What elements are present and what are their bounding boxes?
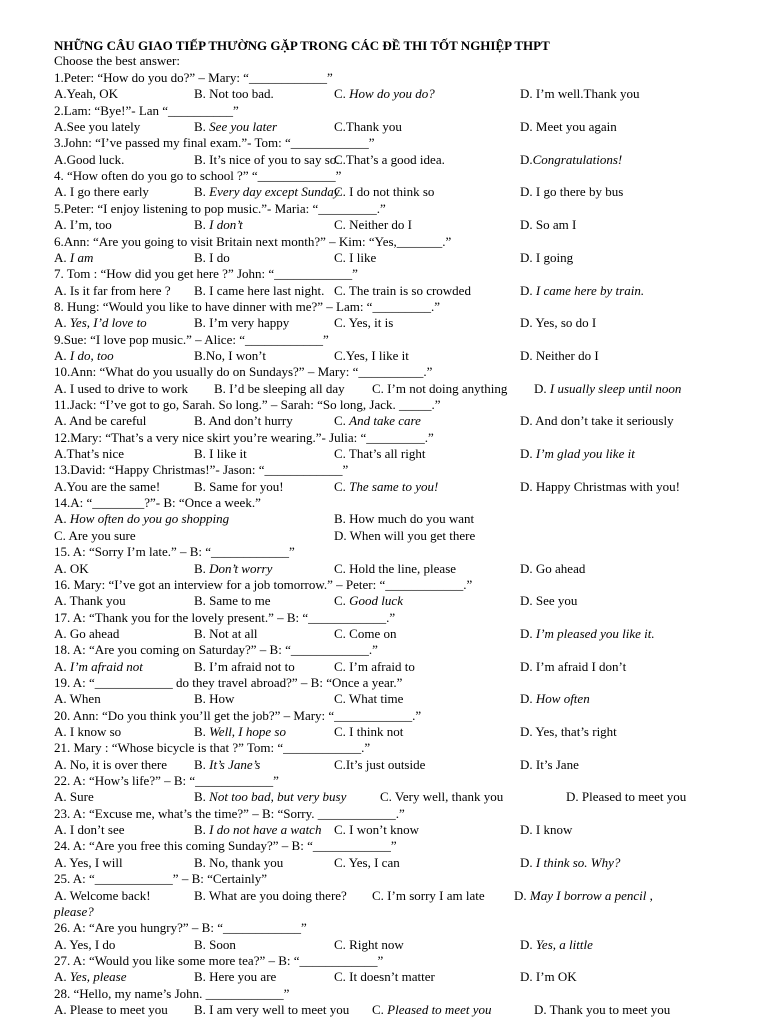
answer-option[interactable]: B. How much do you want (334, 511, 475, 527)
options-row (54, 937, 764, 953)
question-text: 18. A: “Are you coming on Saturday?” – B: “____________.” (54, 642, 378, 658)
answer-option[interactable]: D. Yes, so do I (520, 315, 597, 331)
answer-option[interactable]: A. Thank you (54, 593, 126, 609)
answer-option[interactable]: C. Good luck (334, 593, 403, 609)
answer-option[interactable]: D. Yes, a little (520, 936, 593, 952)
question-text: 8. Hung: “Would you like to have dinner with me?” – Lam: “_________.” (54, 298, 440, 314)
instruction: Choose the best answer: (54, 53, 181, 68)
options-row (54, 446, 764, 462)
answer-option[interactable]: B. Here you are (194, 969, 277, 985)
answer-option[interactable]: D. I usually sleep until noon (534, 380, 682, 396)
answer-option[interactable]: B. I don’t (194, 217, 243, 233)
answer-option[interactable]: B. Same for you! (194, 478, 284, 494)
options-row (54, 659, 764, 675)
answer-option[interactable]: D. And don’t take it seriously (520, 413, 674, 429)
answer-option[interactable]: B. How (194, 691, 235, 707)
answer-option[interactable]: D. I’m glad you like it (520, 446, 635, 462)
answer-option[interactable]: D. Go ahead (520, 560, 586, 576)
options-row (54, 888, 764, 904)
question-text: 5.Peter: “I enjoy listening to pop music.”- Maria: “_________.” (54, 200, 386, 216)
question-text: 12.Mary: “That’s a very nice skirt you’re wearing.”- Julia: “_________.” (54, 429, 434, 445)
question-text: 2.Lam: “Bye!”- Lan “__________” (54, 102, 239, 118)
answer-option[interactable]: C. That’s all right (334, 446, 426, 462)
question-text: 19. A: “____________ do they travel abroad?” – B: “Once a year.” (54, 674, 403, 690)
answer-option[interactable]: D. Meet you again (520, 119, 617, 135)
answer-option[interactable]: B. No, thank you (194, 854, 284, 870)
question-text: 23. A: “Excuse me, what’s the time?” – B: “Sorry. ____________.” (54, 805, 405, 821)
answer-option[interactable]: A. I do, too (54, 347, 114, 363)
answer-option[interactable]: A. Go ahead (54, 625, 120, 641)
answer-option[interactable]: C. I won’t know (334, 822, 419, 838)
question-text: 17. A: “Thank you for the lovely present.” – B: “____________.” (54, 609, 396, 625)
answer-option[interactable]: B. See you later (194, 119, 278, 135)
options-row (54, 152, 764, 168)
options-row (54, 217, 764, 233)
answer-option[interactable]: A. Is it far from here ? (54, 282, 171, 298)
answer-option[interactable]: C. How do you do? (334, 86, 435, 102)
answer-option[interactable]: D. I go there by bus (520, 184, 624, 200)
answer-option[interactable]: C.It’s just outside (334, 756, 426, 772)
answer-option[interactable]: D. Happy Christmas with you! (520, 478, 680, 494)
answer-option[interactable]: B.No, I won’t (194, 347, 266, 363)
options-row (54, 593, 764, 609)
answer-option[interactable]: B. Don’t worry (194, 560, 273, 576)
answer-option[interactable]: A.See you lately (54, 119, 141, 135)
answer-option[interactable]: B. What are you doing there? (194, 887, 347, 903)
answer-option[interactable]: B. I do (194, 249, 230, 265)
options-row (54, 969, 764, 985)
answer-option[interactable]: A. I am (54, 249, 94, 265)
question-text: 3.John: “I’ve passed my final exam.”- Tom: “____________” (54, 135, 375, 151)
answer-option[interactable]: B. Every day except Sunday (194, 184, 340, 200)
answer-option[interactable]: C. Yes, I can (334, 854, 400, 870)
options-row (54, 250, 764, 266)
answer-option[interactable]: D. I’m pleased you like it. (520, 625, 655, 641)
question-text: 4. “How often do you go to school ?” “____________” (54, 168, 342, 184)
question-text: 26. A: “Are you hungry?” – B: “____________” (54, 920, 307, 936)
answer-option[interactable]: C. Are you sure (54, 527, 136, 543)
question-text: 14.A: “________?”- B: “Once a week.” (54, 495, 261, 511)
question-text: 7. Tom : “How did you get here ?” John: “____________” (54, 266, 358, 282)
question-text: 15. A: “Sorry I’m late.” – B: “____________” (54, 544, 295, 560)
answer-option[interactable]: C. And take care (334, 413, 421, 429)
answer-option[interactable]: D. Thank you to meet you (534, 1001, 671, 1017)
answer-option[interactable]: D.Congratulations! (520, 151, 623, 167)
answer-option[interactable]: B. Well, I hope so (194, 724, 286, 739)
answer-option[interactable]: A.That’s nice (54, 446, 125, 462)
question-text: 1.Peter: “How do you do?” – Mary: “____________” (54, 70, 333, 85)
answer-option[interactable]: D. Neither do I (520, 347, 599, 363)
options-row (54, 561, 764, 577)
options-row (54, 691, 764, 707)
question-text: 25. A: “____________” – B: “Certainly” (54, 871, 268, 887)
answer-option[interactable]: D. Pleased to meet you (566, 789, 687, 805)
answer-option[interactable]: B. I do not have a watch (194, 822, 322, 838)
answer-option[interactable]: B. I came here last night. (194, 282, 325, 298)
answer-option[interactable]: C. I think not (334, 724, 404, 739)
question-text: 10.Ann: “What do you usually do on Sundays?” – Mary: “__________.” (54, 364, 433, 380)
options-row (54, 283, 764, 299)
answer-option[interactable]: A.You are the same! (54, 478, 161, 494)
options-row (54, 86, 764, 102)
question-text: 21. Mary : “Whose bicycle is that ?” Tom: “____________.” (54, 740, 371, 756)
answer-option[interactable]: D. I going (520, 249, 574, 265)
answer-continuation: please? (54, 903, 94, 919)
answer-option[interactable]: D. I know (520, 822, 573, 838)
answer-option[interactable]: C. Pleased to meet you (372, 1001, 492, 1017)
answer-option[interactable]: B. Not at all (194, 625, 258, 641)
answer-option[interactable]: A. Please to meet you (54, 1001, 168, 1017)
answer-option[interactable]: C. Neither do I (334, 217, 412, 233)
answer-option[interactable]: C. I’m not doing anything (372, 380, 508, 396)
question-text: 22. A: “How’s life?” – B: “____________” (54, 773, 279, 789)
answer-option[interactable]: D. How often (520, 691, 590, 707)
options-row (54, 315, 764, 331)
answer-option[interactable]: D. When will you get there (334, 527, 476, 543)
question-text: 24. A: “Are you free this coming Sunday?” – B: “____________” (54, 838, 397, 854)
options-row (54, 479, 764, 495)
answer-option[interactable]: A. I know so (54, 724, 122, 739)
answer-option[interactable]: D. I’m afraid I don’t (520, 658, 627, 674)
answer-option[interactable]: B. I am very well to meet you (194, 1001, 350, 1017)
options-row (54, 348, 764, 364)
question-text: 9.Sue: “I love pop music.” – Alice: “____________” (54, 331, 329, 347)
question-text: 28. “Hello, my name’s John. ____________” (54, 985, 290, 1001)
options-row (54, 822, 764, 838)
answer-option[interactable]: B. Not too bad, but very busy (194, 789, 347, 805)
answer-option[interactable]: D. I think so. Why? (520, 854, 621, 870)
answer-option[interactable]: C. I’m afraid to (334, 658, 415, 674)
answer-option[interactable]: A. I’m, too (54, 217, 112, 233)
answer-option[interactable]: C.Yes, I like it (334, 347, 409, 363)
answer-option[interactable]: C. It doesn’t matter (334, 969, 435, 985)
answer-option[interactable]: A. Sure (54, 789, 94, 805)
answer-option[interactable]: D. So am I (520, 217, 577, 233)
question-text: 27. A: “Would you like some more tea?” – B: “____________” (54, 952, 384, 968)
answer-option[interactable]: A. OK (54, 560, 89, 576)
answer-option[interactable]: B. Same to me (194, 593, 271, 609)
options-row (54, 528, 764, 544)
options-row (54, 413, 764, 429)
answer-option[interactable]: A. How often do you go shopping (54, 511, 230, 527)
answer-option[interactable]: A. I don’t see (54, 822, 125, 838)
answer-option[interactable]: C. Right now (334, 936, 404, 952)
answer-option[interactable]: B. Soon (194, 936, 236, 952)
answer-option[interactable]: D. I’m well.Thank you (520, 86, 640, 102)
answer-option[interactable]: D. I’m OK (520, 969, 577, 985)
answer-option[interactable]: A. And be careful (54, 413, 147, 429)
answer-option[interactable]: C.Thank you (334, 119, 402, 135)
answer-option[interactable]: D. I came here by train. (520, 282, 645, 298)
answer-option[interactable]: C. The same to you! (334, 478, 439, 494)
answer-option[interactable]: A. I’m afraid not (54, 658, 143, 674)
options-row (54, 119, 764, 135)
answer-option[interactable]: C. Hold the line, please (334, 560, 457, 576)
page-title: NHỮNG CÂU GIAO TIẾP THƯỜNG GẶP TRONG CÁC ĐỀ THI TỐT NGHIỆP THPT (54, 38, 550, 53)
answer-option[interactable]: B. I’d be sleeping all day (214, 380, 345, 396)
question-text: 11.Jack: “I’ve got to go, Sarah. So long.” – Sarah: “So long, Jack. _____.” (54, 397, 441, 412)
answer-option[interactable]: B. I’m very happy (194, 315, 290, 331)
answer-option[interactable]: A. Yes, I do (54, 936, 116, 952)
options-row (54, 855, 764, 871)
question-text: 20. Ann: “Do you think you’ll get the job?” – Mary: “____________.” (54, 707, 422, 723)
options-row (54, 626, 764, 642)
question-text: 16. Mary: “I’ve got an interview for a job tomorrow.” – Peter: “____________.” (54, 576, 473, 592)
question-text: 6.Ann: “Are you going to visit Britain next month?” – Kim: “Yes,_______.” (54, 233, 452, 249)
answer-option[interactable]: D. It’s Jane (520, 756, 579, 772)
answer-option[interactable]: A.Good luck. (54, 151, 125, 167)
answer-option[interactable]: A. Yes, please (54, 969, 127, 985)
answer-option[interactable]: C. Very well, thank you (380, 789, 504, 805)
options-row (54, 724, 764, 740)
answer-option[interactable]: B. It’s Jane’s (194, 756, 261, 772)
options-row (54, 381, 764, 397)
answer-option[interactable]: D. May I borrow a pencil , (514, 887, 653, 903)
answer-option[interactable]: B. It’s nice of you to say so. (194, 151, 340, 167)
answer-option[interactable]: A. No, it is over there (54, 756, 168, 772)
answer-option[interactable]: C. Come on (334, 625, 397, 641)
question-text: 13.David: “Happy Christmas!”- Jason: “____________” (54, 462, 349, 478)
answer-option[interactable]: B. Not too bad. (194, 86, 274, 102)
options-row (54, 511, 764, 527)
answer-option[interactable]: B. I like it (194, 446, 247, 462)
options-row (54, 184, 764, 200)
answer-option[interactable]: A. Yes, I’d love to (54, 315, 147, 331)
answer-option[interactable]: C. I’m sorry I am late (372, 887, 485, 903)
answer-option[interactable]: A. Yes, I will (54, 854, 123, 870)
answer-option[interactable]: B. And don’t hurry (194, 413, 293, 429)
answer-option[interactable]: C.That’s a good idea. (334, 151, 445, 167)
options-row (54, 789, 764, 805)
answer-option[interactable]: A.Yeah, OK (54, 86, 119, 102)
answer-option[interactable]: D. Yes, that’s right (520, 724, 617, 739)
answer-option[interactable]: C. What time (334, 691, 404, 707)
answer-option[interactable]: C. The train is so crowded (334, 282, 471, 298)
answer-option[interactable]: A. I go there early (54, 184, 149, 200)
answer-option[interactable]: B. I’m afraid not to (194, 658, 295, 674)
answer-option[interactable]: A. Welcome back! (54, 887, 151, 903)
answer-option[interactable]: C. Yes, it is (334, 315, 394, 331)
answer-option[interactable]: D. See you (520, 593, 578, 609)
options-row (54, 1002, 764, 1018)
answer-option[interactable]: C. I like (334, 249, 377, 265)
answer-option[interactable]: A. When (54, 691, 101, 707)
answer-option[interactable]: C. I do not think so (334, 184, 435, 200)
options-row (54, 757, 764, 773)
answer-option[interactable]: A. I used to drive to work (54, 380, 188, 396)
